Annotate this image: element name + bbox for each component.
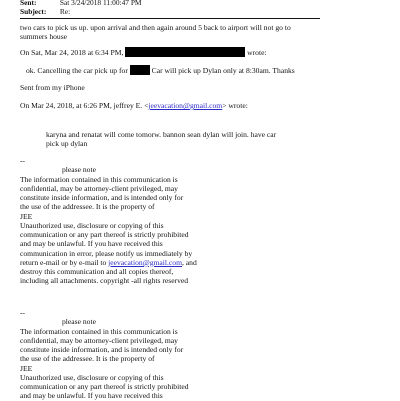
reply-prefix: ok. Cancelling the car pick up for [26,66,128,75]
return-prefix: return e-mail or by e-mail to [20,257,109,267]
please-note: please note [62,317,96,327]
reply-line [26,65,295,75]
subject-row [20,7,70,16]
redaction-block [130,65,150,75]
disclaimer-line: JEE [20,211,33,221]
sent-value: Sat 3/24/2018 11:00:47 PM [59,0,142,7]
message-line-1: karyna and renatat will come tomorw. bannon sean dylan will join. have car [46,130,277,139]
please-note: please note [62,165,96,175]
disclaimer-line: The information contained in this communication is [20,326,178,336]
disclaimer-line: Unauthorized use, disclosure or copying of this [20,372,164,382]
subject-label: Subject: [20,7,47,16]
redaction-block [125,47,245,57]
disclaimer-line: and may be unlawful. If you have received this [20,239,163,249]
subject-value: Re: [59,7,71,16]
return-suffix: , and [181,257,197,267]
disclaimer-line: communication or any part thereof is strictly prohibited [20,230,189,239]
email-link[interactable]: jeevacation@gmail.com [108,257,182,267]
disclaimer-dashes: -- [20,308,26,317]
sent-row [20,0,142,7]
disclaimer-line: confidential, may be attorney-client privileged, may [20,335,178,345]
disclaimer-line: The information contained in this communication is [20,174,178,184]
disclaimer-line: constitute inside information, and is intended only for [20,193,184,202]
disclaimer-line: and may be unlawful. If you have received this [20,391,163,401]
sent-label: Sent: [20,0,37,7]
sent-from-line: Sent from my iPhone [20,83,85,92]
quote2-prefix: On Mar 24, 2018, at 6:26 PM, jeffrey E. < [20,101,149,110]
reply-suffix: Car will pick up Dylan only at 8:30am. Thanks [151,66,295,75]
disclaimer-line: destroy this communication and all copies thereof, [20,267,174,276]
email-link[interactable]: jeevacation@gmail.com [148,101,223,110]
disclaimer-line: the use of the addressee. It is the property of [20,354,155,364]
disclaimer-return-line [20,258,400,267]
disclaimer-block-2 [20,308,400,401]
disclaimer-line: including all attachments. copyright -all rights reserved [20,276,189,286]
body-line-1: two cars to pick us up. upon arrival and then again around 5 back to airport will not go to [20,23,291,32]
disclaimer-line: JEE [20,363,33,373]
disclaimer-line: confidential, may be attorney-client privileged, may [20,183,178,193]
disclaimer-line: constitute inside information, and is intended only for [20,345,184,354]
disclaimer-line: the use of the addressee. It is the property of [20,202,155,212]
disclaimer-line: communication or any part thereof is strictly prohibited [20,382,189,391]
disclaimer-line: Unauthorized use, disclosure or copying of this [20,220,164,230]
disclaimer-line: communication in error, please notify us immediately by [20,248,193,258]
quote-header-2 [20,101,248,110]
quote1-prefix: On Sat, Mar 24, 2018 at 6:34 PM, [20,48,124,57]
header-divider [20,18,320,19]
quote-header-1 [20,47,267,57]
quote2-suffix: > wrote: [222,101,248,110]
message-line-2: pick up dylan [46,139,88,148]
disclaimer-dashes: -- [20,156,26,165]
quote1-suffix: wrote: [247,48,267,57]
disclaimer-block [20,156,400,286]
body-line-2: summers house [20,32,68,41]
